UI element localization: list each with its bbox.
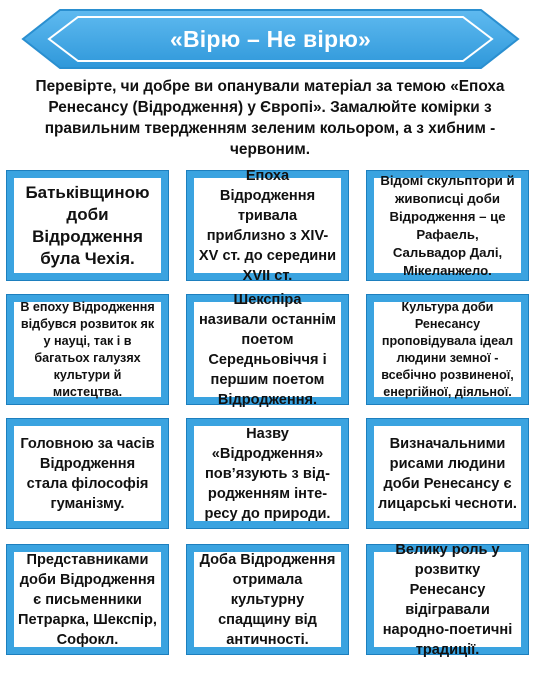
- statement-card[interactable]: [186, 418, 349, 529]
- statement-card[interactable]: [366, 541, 529, 658]
- page-title: «Вірю – Не вірю»: [169, 26, 372, 52]
- statement-card[interactable]: [6, 170, 169, 281]
- statement-card[interactable]: [366, 418, 529, 529]
- statement-text: В епоху Відродження відбувся розвиток як у науці, так і в багатьох галузях культури й мистецтва.: [14, 302, 161, 397]
- statement-text: Батьківщиною доби Відродження була Чехія.: [14, 178, 161, 273]
- statement-card[interactable]: [366, 294, 529, 405]
- title-banner: [20, 4, 521, 74]
- statement-text: Головною за часів Відродження стала філософія гуманізму.: [14, 426, 161, 521]
- statement-text: Велику роль у розвитку Ренесансу відігравали народно-поетичні традиції.: [374, 552, 521, 647]
- statement-card[interactable]: [6, 544, 169, 655]
- statement-card[interactable]: [6, 418, 169, 529]
- statement-card[interactable]: [186, 544, 349, 655]
- instruction-text: Перевірте, чи добре ви опанували матеріал за темою «Епоха Ренесансу (Відродження) у Європі». Замалюйте комірки з правильним твердженням зеленим кольором, а з хибним - червоним.: [35, 78, 505, 158]
- statement-text: Епоха Відродження тривала приблизно з XIV-XV ст. до середини XVII ст.: [194, 178, 341, 273]
- statement-card[interactable]: [186, 167, 349, 284]
- statement-text: Доба Відродження отримала культурну спадщину від античності.: [194, 552, 341, 647]
- statement-text: Назву «Відродження» пов’язують з від-родженням інте-ресу до природи.: [194, 426, 341, 521]
- statement-card[interactable]: [6, 294, 169, 405]
- statement-text: Визначальними рисами людини доби Ренесансу є лицарські чесноти.: [374, 426, 521, 521]
- statement-grid: [6, 167, 534, 666]
- statement-text: Шекспіра називали останнім поетом Середньовіччя і першим поетом Відродження.: [194, 302, 341, 397]
- statement-text: Культура доби Ренесансу проповідувала ідеал людини земної - всебічно розвиненої, енергійної, діяльної.: [374, 302, 521, 397]
- statement-text: Відомі скульптори й живописці доби Відродження – це Рафаель, Сальвадор Далі, Мікеланжело.: [374, 178, 521, 273]
- statement-card[interactable]: [366, 170, 529, 281]
- statement-text: Представниками доби Відродження є письменники Петрарка, Шекспір, Софокл.: [14, 552, 161, 647]
- statement-card[interactable]: [186, 291, 349, 408]
